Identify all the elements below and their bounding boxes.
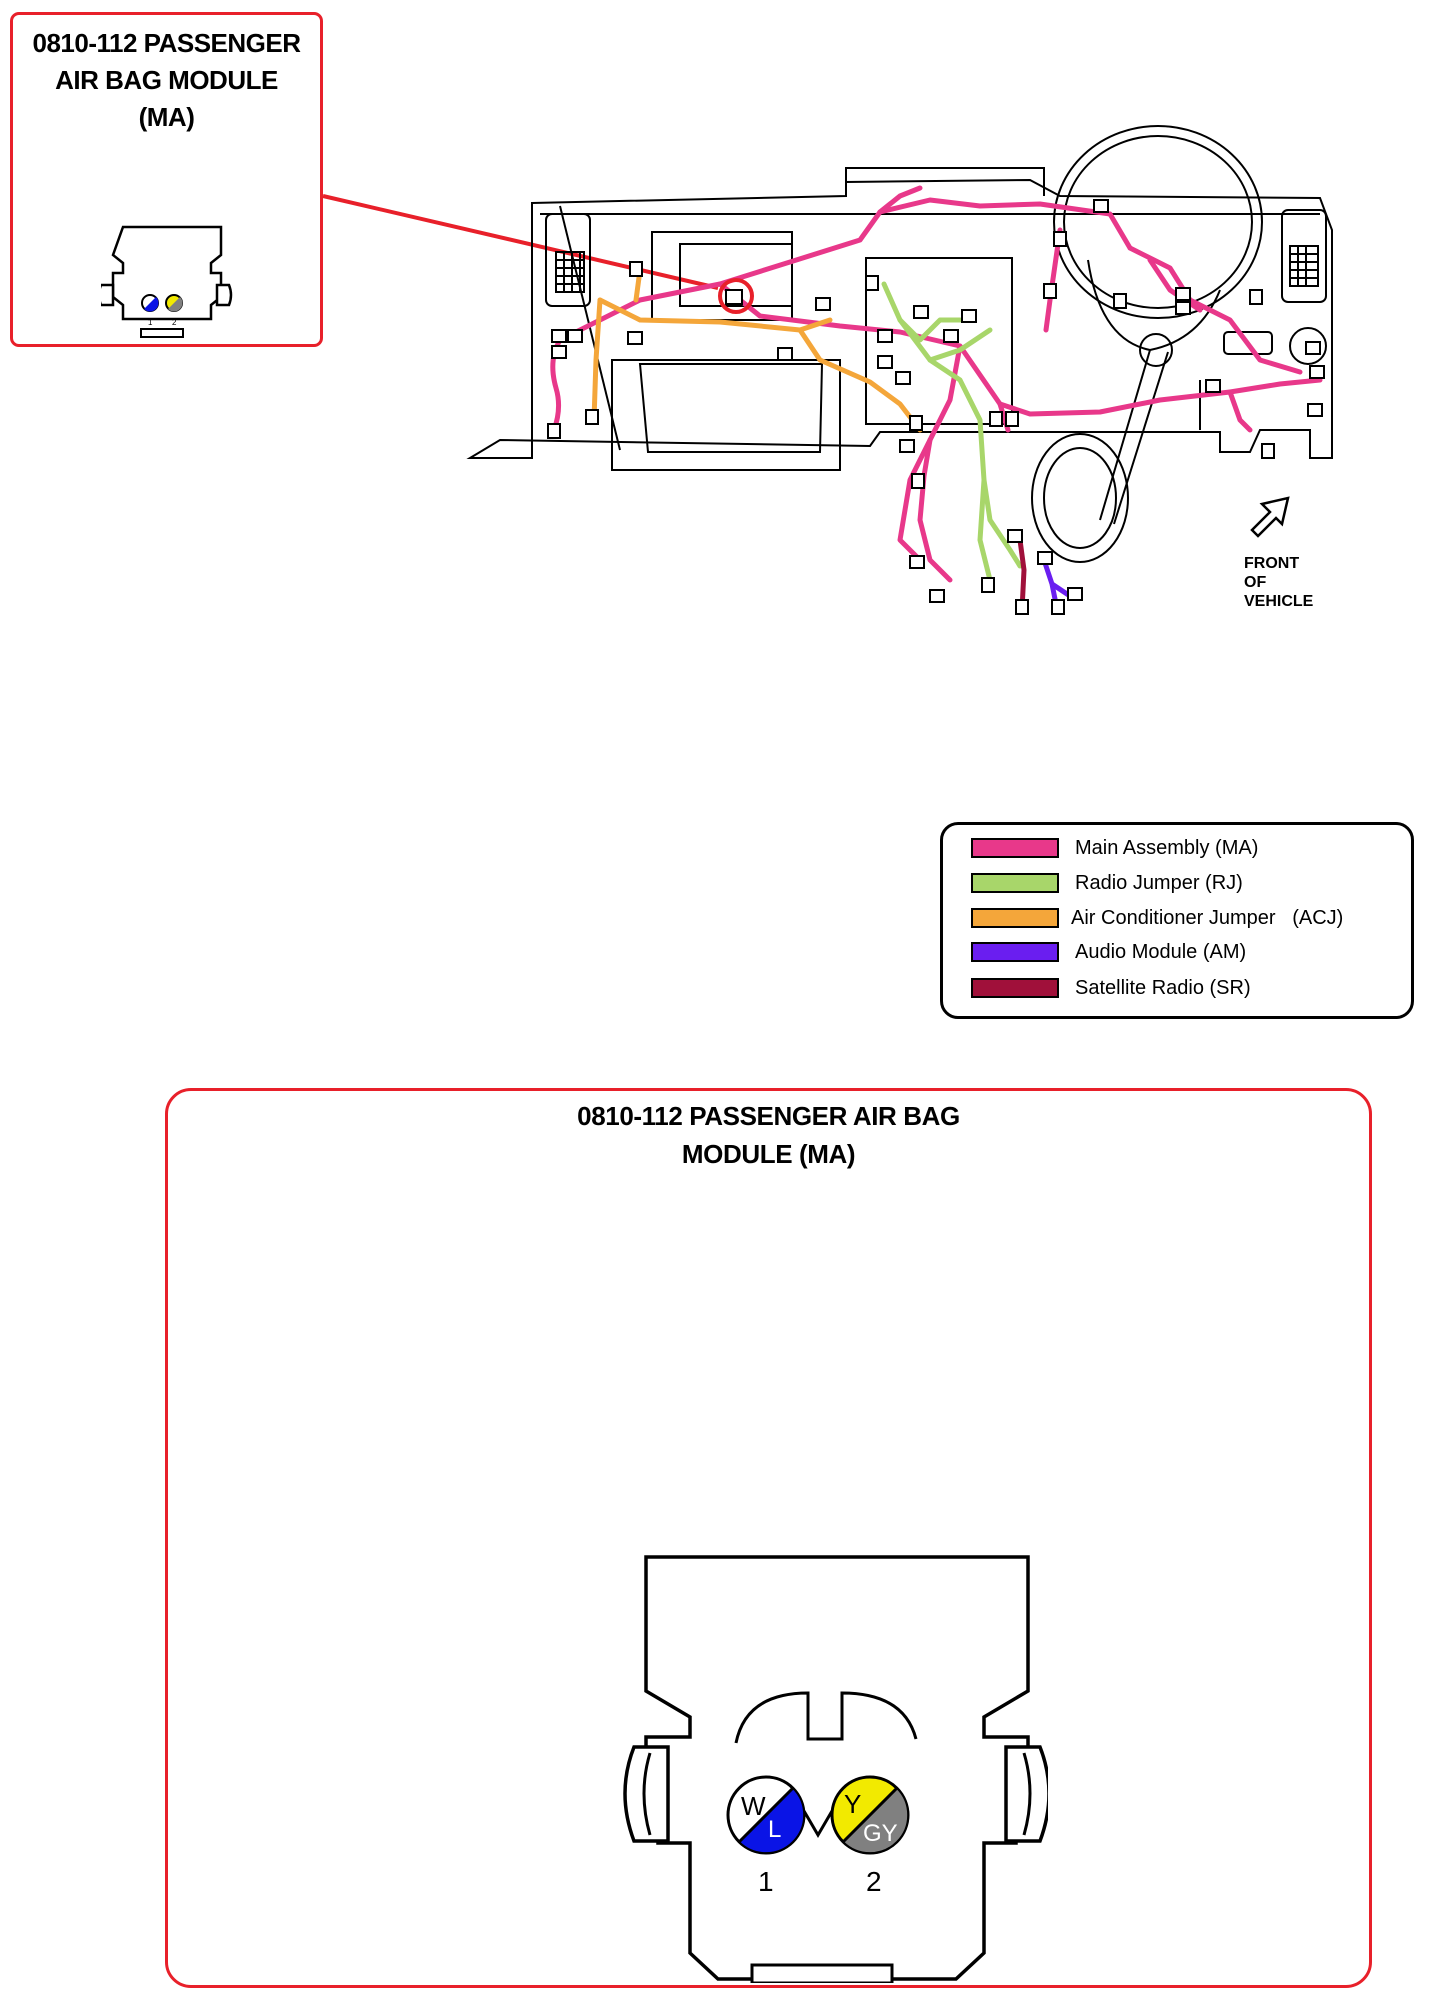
dashboard-harness-diagram (0, 0, 1437, 640)
legend-item-satellite-radio (971, 975, 1251, 1001)
callout-large-title-line1: 0810-112 PASSENGER AIR BAG (577, 1101, 960, 1131)
pin1-cavity-icon (728, 1777, 804, 1853)
pin2-wire-bottom-label: GY (863, 1820, 898, 1847)
callout-large-title-line2: MODULE (MA) (681, 1139, 856, 1169)
callout-small-title-line2: AIR BAG MODULE (55, 65, 278, 95)
front-label-line2: OF (1244, 574, 1267, 591)
legend-item-air-conditioner-jumper (971, 905, 1343, 931)
pin2-wire-top-label: Y (844, 1789, 862, 1819)
front-label-line3: VEHICLE (1244, 593, 1314, 610)
harness-wires (553, 188, 1320, 610)
legend-item-radio-jumper (971, 870, 1243, 896)
pin1-wire-bottom-label: L (768, 1816, 782, 1843)
legend-label-audio-module: Audio Module (AM) (1075, 940, 1247, 963)
harness-legend (940, 822, 1414, 1019)
legend-swatch-air-conditioner-jumper (971, 908, 1059, 928)
thumbnail-pin2-label: 2 (172, 318, 177, 327)
legend-swatch-main-assembly (971, 838, 1059, 858)
harness-connectors (548, 200, 1324, 614)
legend-item-main-assembly (971, 835, 1258, 861)
legend-swatch-audio-module (971, 942, 1059, 962)
legend-swatch-radio-jumper (971, 873, 1059, 893)
thumbnail-pin1-label: 1 (148, 318, 153, 327)
callout-leader-line (323, 196, 718, 288)
connector-face-view (608, 1553, 1048, 1983)
legend-label-satellite-radio: Satellite Radio (SR) (1075, 976, 1251, 999)
front-of-vehicle-label (1244, 554, 1313, 611)
callout-small-title-line1: 0810-112 PASSENGER (32, 28, 301, 58)
legend-label-air-conditioner-jumper: Air Conditioner Jumper (ACJ) (1071, 906, 1344, 929)
legend-label-main-assembly: Main Assembly (MA) (1075, 836, 1259, 859)
callout-small-title-line3: (MA) (138, 102, 195, 132)
pin2-number-label: 2 (866, 1866, 882, 1897)
pin1-number-label: 1 (758, 1866, 774, 1897)
callout-large-title (168, 1097, 1369, 1173)
legend-swatch-satellite-radio (971, 978, 1059, 998)
front-label-line1: FRONT (1244, 555, 1300, 572)
legend-item-audio-module (971, 939, 1246, 965)
pin1-wire-top-label: W (741, 1791, 766, 1821)
legend-label-radio-jumper: Radio Jumper (RJ) (1075, 871, 1243, 894)
front-of-vehicle-arrow-icon (1252, 498, 1288, 536)
connector-callout-large (165, 1088, 1372, 1988)
